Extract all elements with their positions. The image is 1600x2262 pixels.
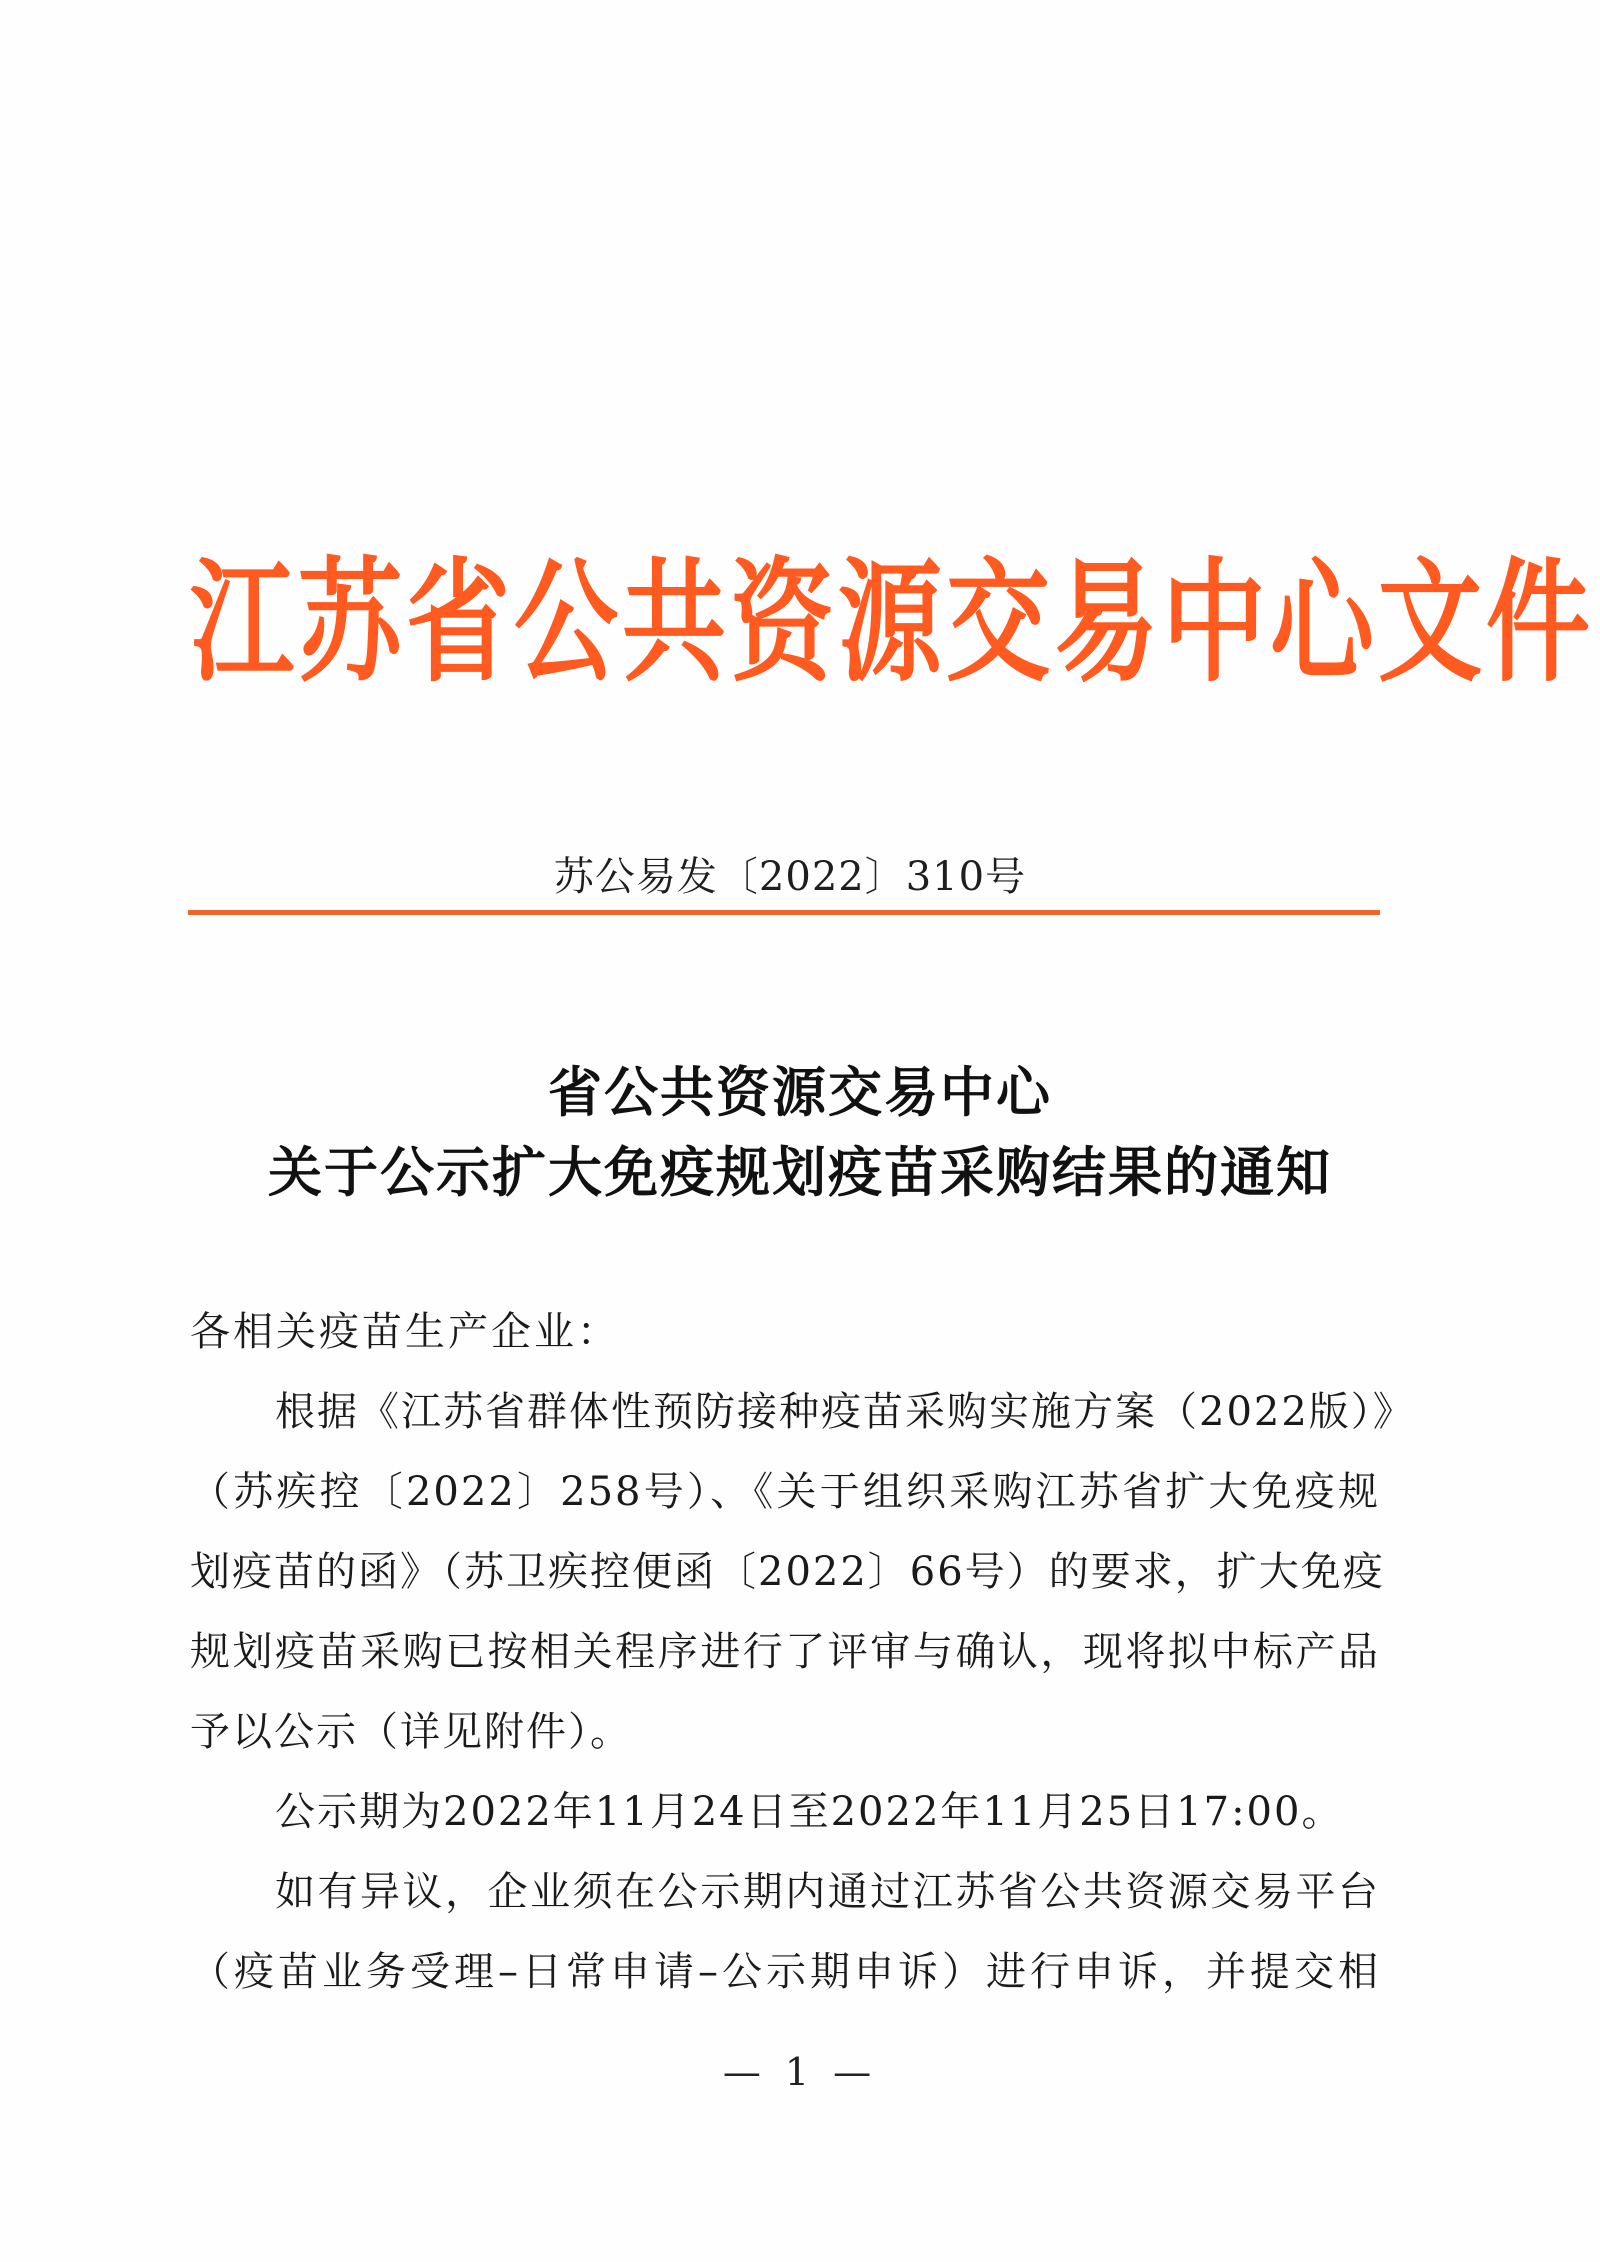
red-divider bbox=[188, 910, 1380, 915]
body-line: 公示期为2022年11月24日至2022年11月25日17:00。 bbox=[275, 1789, 1344, 1835]
body-line: 予以公示（详见附件）。 bbox=[190, 1709, 632, 1755]
notice-title-line-2: 关于公示扩大免疫规划疫苗采购结果的通知 bbox=[268, 1140, 1332, 1204]
notice-title-line-1: 省公共资源交易中心 bbox=[548, 1060, 1052, 1124]
salutation: 各相关疫苗生产企业： bbox=[190, 1309, 620, 1355]
body-line: （苏疾控〔2022〕258号）、《关于组织采购江苏省扩大免疫规 bbox=[190, 1469, 1380, 1515]
body-line: 划疫苗的函》（苏卫疾控便函〔2022〕66号）的要求，扩大免疫 bbox=[190, 1549, 1385, 1595]
page-number: — 1 — bbox=[722, 2050, 878, 2094]
body-line: 根据《江苏省群体性预防接种疫苗采购实施方案（2022版）》 bbox=[275, 1389, 1415, 1435]
body-line: （疫苗业务受理–日常申请–公示期申诉）进行申诉，并提交相 bbox=[190, 1949, 1380, 1995]
masthead-title: 江苏省公共资源交易中心文件 bbox=[190, 544, 1595, 701]
document-number: 苏公易发〔2022〕310号 bbox=[553, 854, 1027, 900]
body-line: 如有异议，企业须在公示期内通过江苏省公共资源交易平台 bbox=[275, 1869, 1380, 1915]
body-line: 规划疫苗采购已按相关程序进行了评审与确认，现将拟中标产品 bbox=[190, 1629, 1380, 1675]
